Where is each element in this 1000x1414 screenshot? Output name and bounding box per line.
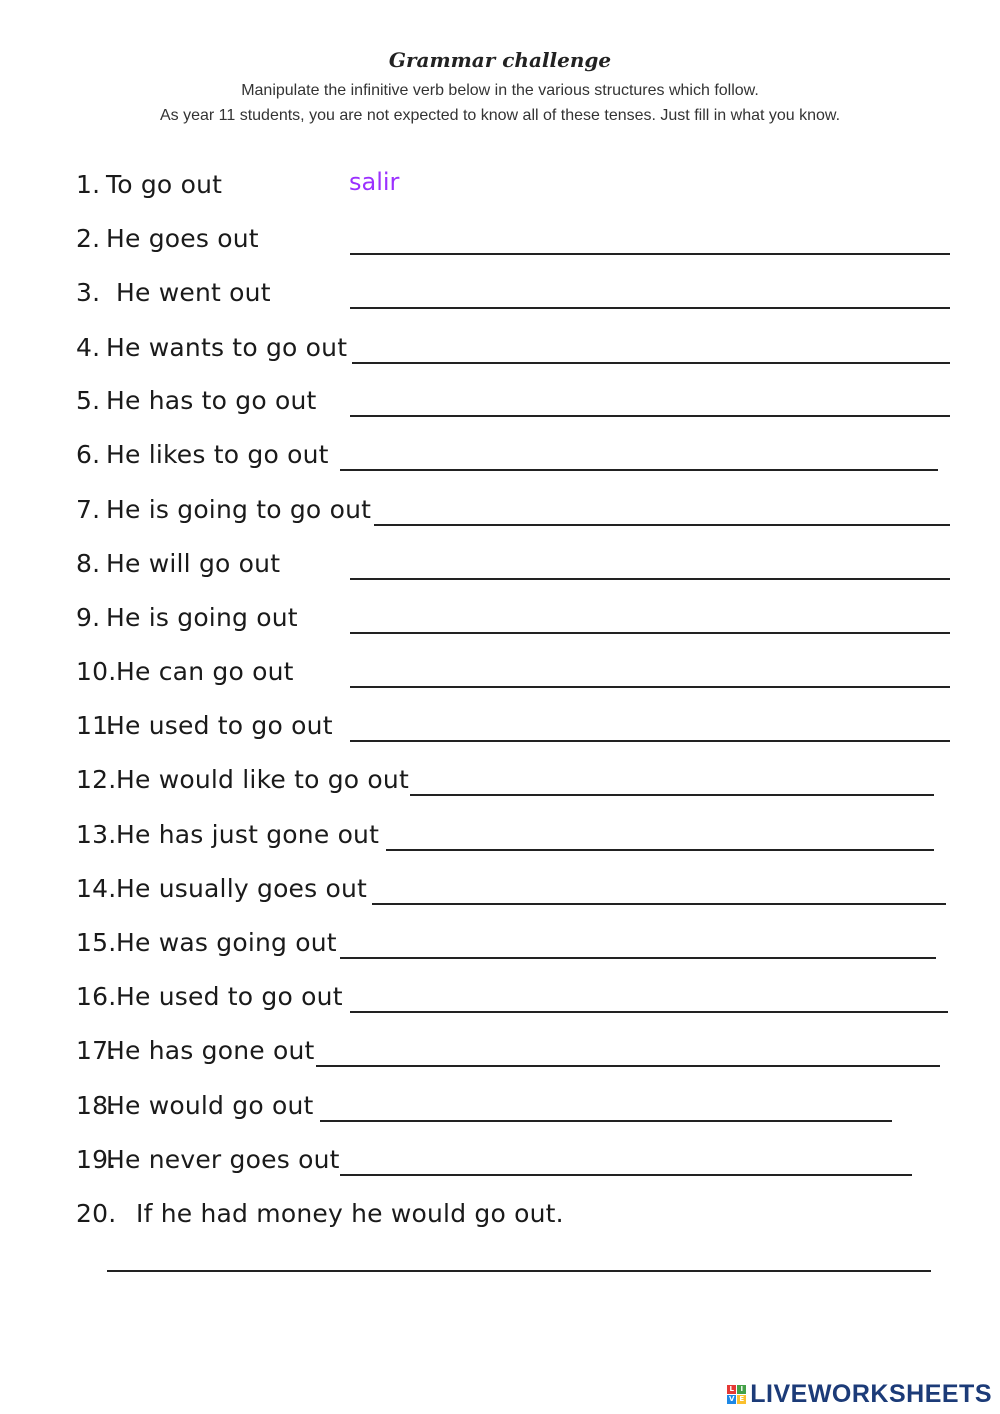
item-prompt: He has gone out [106,1036,315,1065]
item-number: 1. [76,170,101,199]
item-number: 11. [76,711,117,740]
exercise-row [76,815,934,855]
item-number: 18. [76,1091,117,1120]
answer-blank[interactable] [386,849,934,851]
answer-blank[interactable] [410,794,934,796]
item-number: 15. [76,928,117,957]
exercise-row [76,1086,892,1126]
exercise-row [76,652,950,692]
item-prompt: He went out [116,278,271,307]
item-prompt: He will go out [106,549,281,578]
exercise-row [76,328,950,368]
item-number: 20. [76,1199,117,1228]
item-prompt: He would like to go out [116,765,409,794]
answer-blank[interactable] [352,362,950,364]
worksheet-title: Grammar challenge [388,48,612,72]
item-number: 8. [76,549,101,578]
item-number: 17. [76,1036,117,1065]
answer-blank[interactable] [350,578,950,580]
item-number: 5. [76,386,101,415]
logo-letter: L [727,1385,736,1394]
exercise-row [76,598,950,638]
item-prompt: He likes to go out [106,440,329,469]
item-number: 2. [76,224,101,253]
answer-blank[interactable] [340,469,938,471]
answer-blank[interactable] [350,307,950,309]
logo-letter: V [729,1394,735,1403]
exercise-row [76,706,950,746]
brand-text: LIVEWORKSHEETS [750,1379,992,1408]
liveworksheets-logo-icon [727,1385,746,1404]
answer-blank[interactable] [350,1011,948,1013]
item-number: 6. [76,440,101,469]
answer-blank[interactable] [316,1065,940,1067]
instruction-line-1: Manipulate the infinitive verb below in the various structures which follow. [241,82,759,99]
item-number: 7. [76,495,101,524]
item-prompt: He is going out [106,603,298,632]
item-number: 13. [76,820,117,849]
item-prompt: He usually goes out [116,874,368,903]
answer-blank[interactable] [350,415,950,417]
item-number: 16. [76,982,117,1011]
logo-letter: E [737,1395,746,1404]
logo-letter: I [737,1385,746,1394]
item-number: 12. [76,765,117,794]
exercise-row [76,273,950,313]
answer-blank[interactable] [374,524,950,526]
item-prompt: He used to go out [116,982,343,1011]
exercise-row [76,1194,950,1234]
item-prompt: To go out [106,170,223,199]
exercise-row [76,381,950,421]
answer-blank[interactable] [340,1174,912,1176]
exercise-row [76,1031,940,1071]
answer-blank[interactable] [350,740,950,742]
answer-blank[interactable] [350,632,950,634]
item-number: 14. [76,874,117,903]
item-prompt: He has to go out [106,386,317,415]
item-number: 10. [76,657,117,686]
item-number: 19. [76,1145,117,1174]
answer-blank[interactable] [372,903,946,905]
answer-blank[interactable] [107,1270,931,1272]
exercise-row [76,165,376,205]
liveworksheets-brand [727,1380,992,1408]
exercise-row [76,490,950,530]
answer-blank[interactable] [340,957,936,959]
exercise-row [76,544,950,584]
item-prompt: He has just gone out [116,820,380,849]
answer-blank[interactable] [350,686,950,688]
item-prompt: He used to go out [106,711,333,740]
item-prompt: He would go out [106,1091,314,1120]
item-prompt: He is going to go out [106,495,372,524]
item-number: 3. [76,278,101,307]
exercise-row [76,923,936,963]
item-number: 4. [76,333,101,362]
answer-blank[interactable] [350,253,950,255]
exercise-row [76,869,946,909]
exercise-row [76,1140,912,1180]
exercise-row [76,219,950,259]
exercise-row [76,760,934,800]
item-prompt: If he had money he would go out. [136,1199,564,1228]
item-prompt: He never goes out [106,1145,340,1174]
exercise-row [76,435,938,475]
answer-text[interactable]: salir [349,168,400,196]
exercise-row [76,977,948,1017]
item-prompt: He goes out [106,224,259,253]
instruction-line-2: As year 11 students, you are not expected to know all of these tenses. Just fill in what you know. [159,107,841,124]
item-prompt: He was going out [116,928,337,957]
item-number: 9. [76,603,101,632]
item-prompt: He wants to go out [106,333,348,362]
item-prompt: He can go out [116,657,294,686]
answer-blank[interactable] [320,1120,892,1122]
